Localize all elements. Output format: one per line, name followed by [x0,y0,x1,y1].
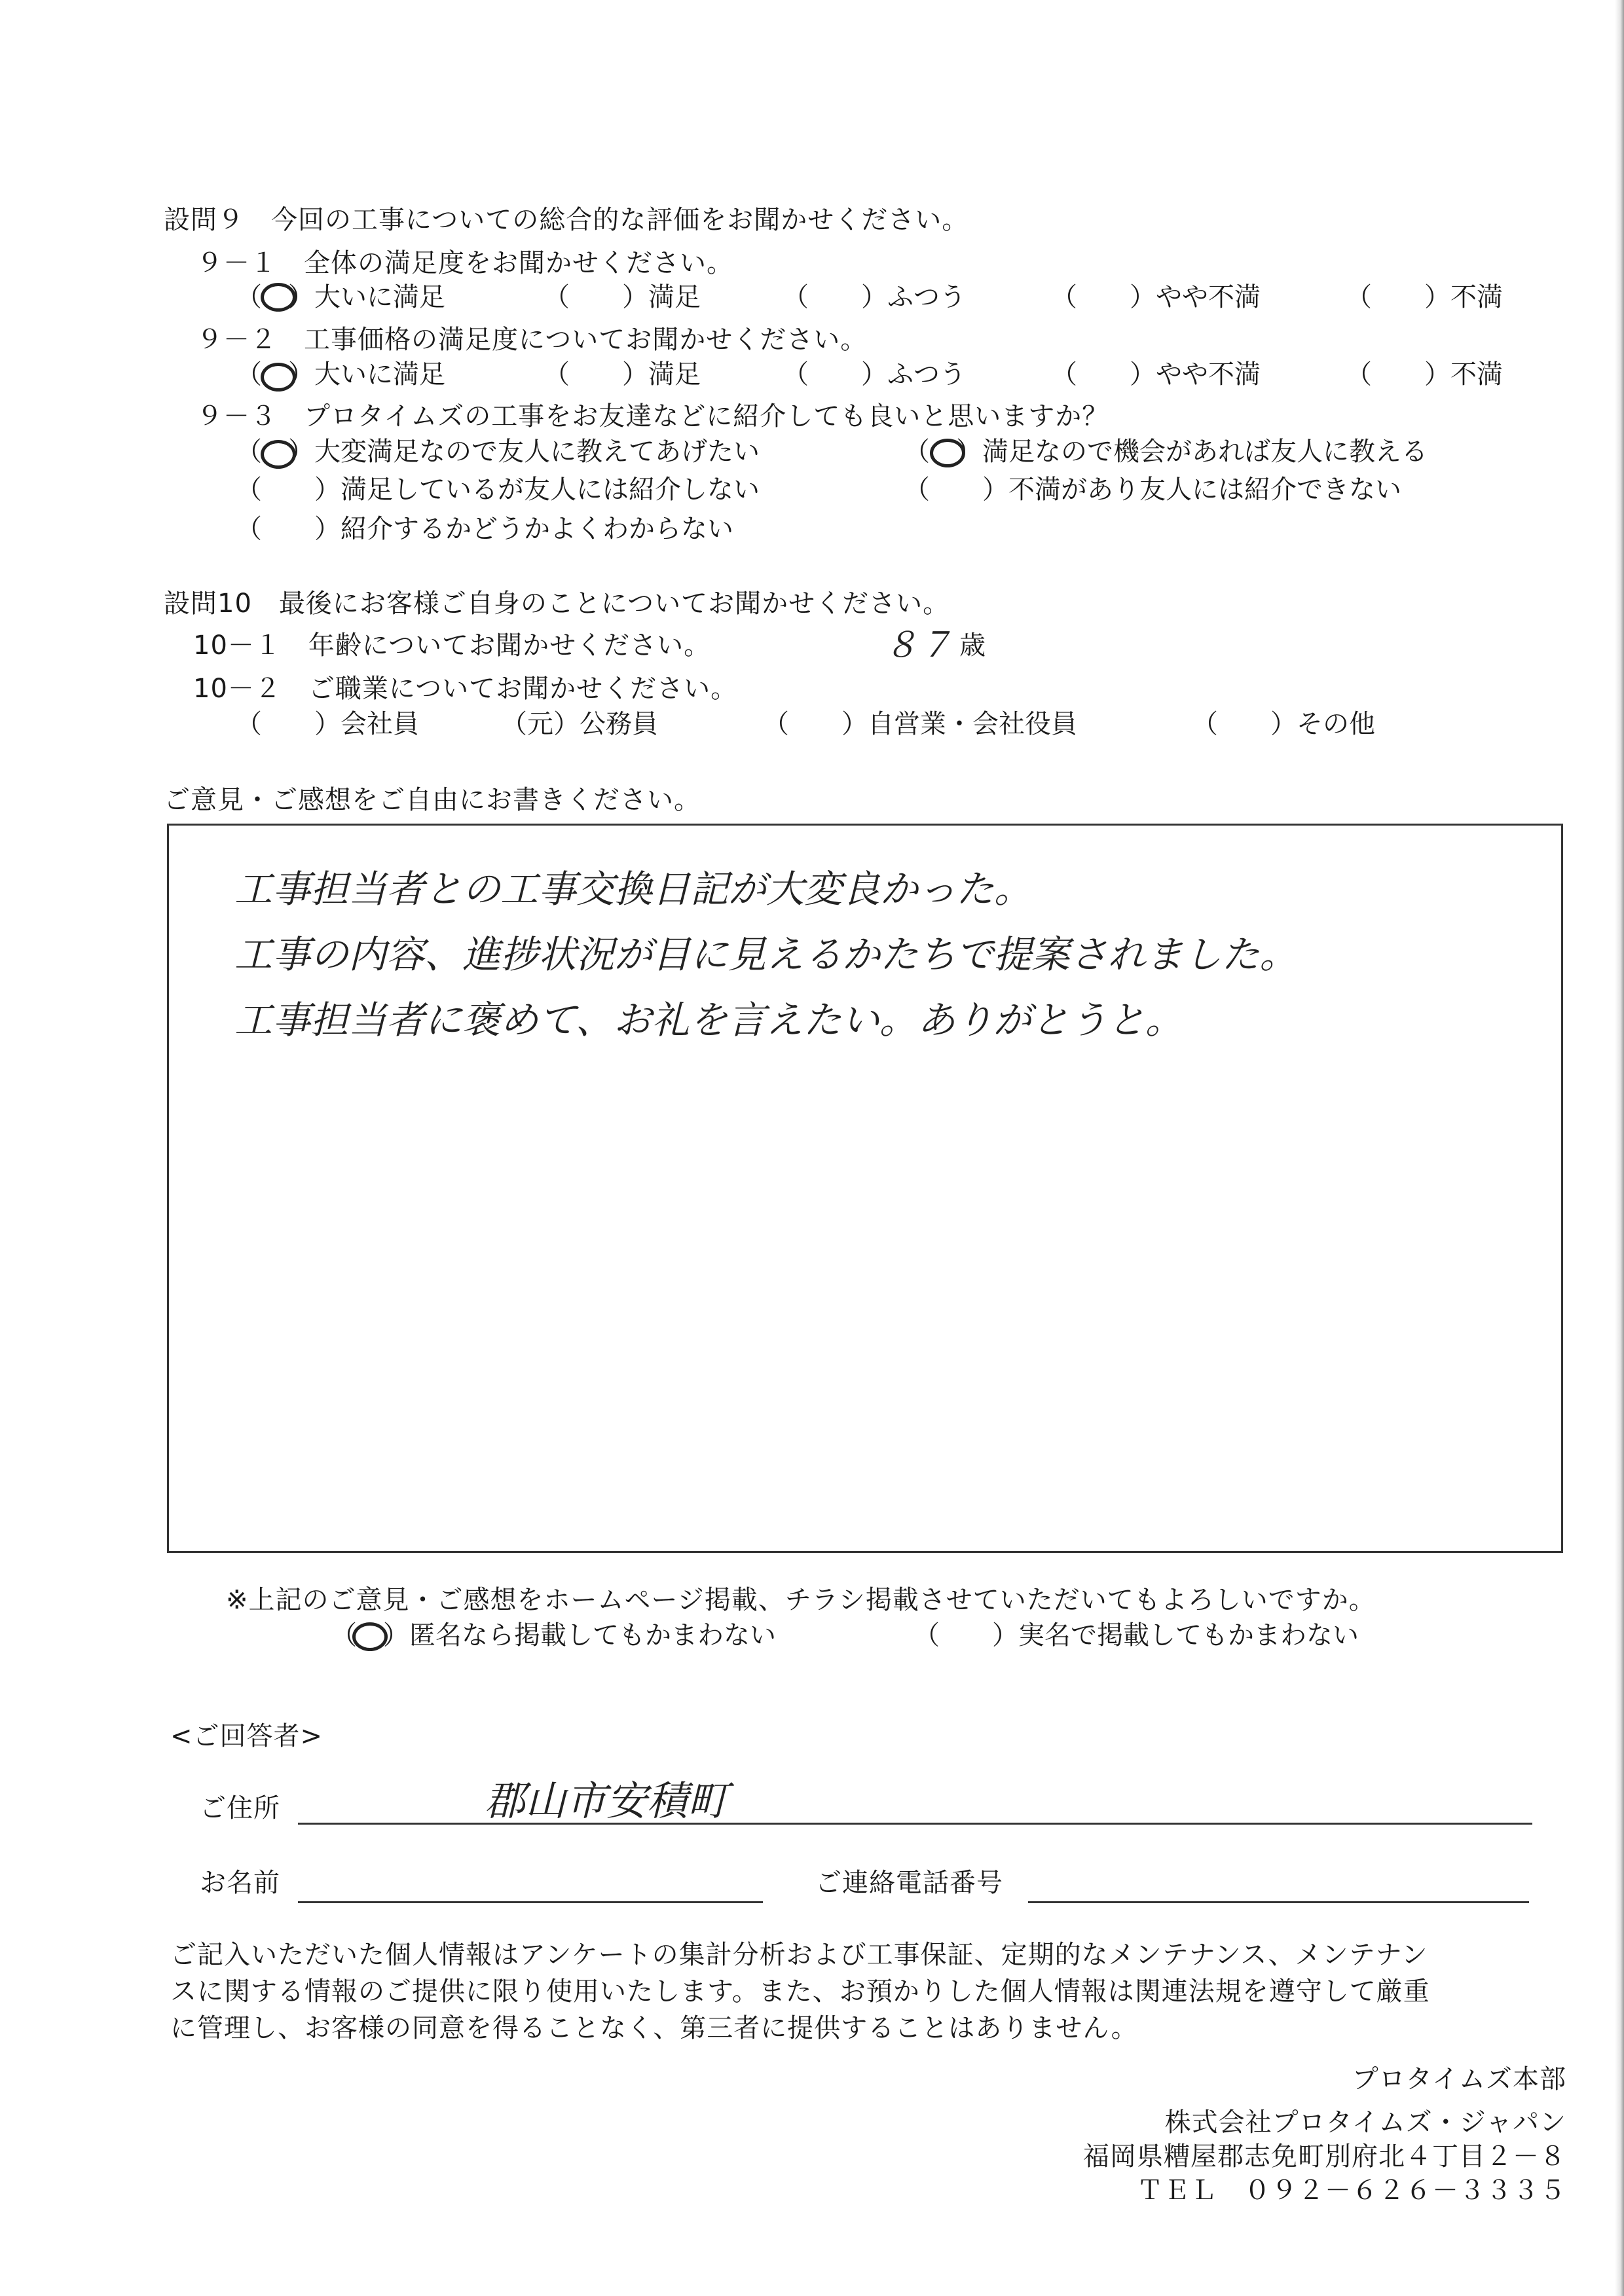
q10-2-option-self-employed[interactable]: （ ）自営業・会社役員 [763,709,1077,739]
footer-company: 株式会社プロタイムズ・ジャパン [1164,2107,1566,2138]
privacy-line-3: に管理し、お客様の同意を得ることなく、第三者に提供することはありません。 [170,2013,1138,2043]
q9-2-option-very-satisfied[interactable]: （ ）大いに満足 [236,359,445,390]
comment-line-2: 工事の内容、進捗状況が目に見えるかたちで提案されました。 [234,932,1298,977]
question-9-1-label: ９－１ 全体の満足度をお聞かせください。 [196,248,733,278]
publish-option-real-name[interactable]: （ ）実名で掲載してもかまわない [913,1620,1359,1650]
q9-1-option-somewhat-dissatisfied[interactable]: （ ）やや不満 [1051,282,1261,312]
footer-department: プロタイムズ本部 [1352,2064,1566,2094]
q9-2-option-satisfied[interactable]: （ ）満足 [544,359,701,390]
address-handwritten: 郡山市安積町 [485,1777,729,1825]
q9-1-option-neutral[interactable]: （ ）ふつう [783,282,966,312]
question-9-3-label: ９－３ プロタイムズの工事をお友達などに紹介しても良いと思いますか？ [196,401,1109,431]
q9-1-option-very-satisfied[interactable]: （ ）大いに満足 [236,282,445,312]
q9-1-option-satisfied[interactable]: （ ）満足 [544,282,701,312]
question-10-1-label: 10－１ 年齢についてお聞かせください。 [193,630,711,661]
publish-option-anonymous[interactable]: （ ）匿名なら掲載してもかまわない [331,1620,776,1650]
phone-label: ご連絡電話番号 [815,1868,1003,1898]
q9-2-option-somewhat-dissatisfied[interactable]: （ ）やや不満 [1051,359,1261,390]
question-10-2-label: 10－２ ご職業についてお聞かせください。 [193,674,738,704]
q9-3-option-cannot-refer[interactable]: （ ）不満があり友人には紹介できない [904,475,1401,505]
q9-3-circle-mark-1 [261,440,296,469]
publish-circle-mark [352,1622,388,1651]
respondent-title: <ご回答者> [170,1721,323,1751]
name-field-line[interactable] [298,1901,763,1903]
q9-3-option-tell-friends[interactable]: （ ）大変満足なので友人に教えてあげたい [236,437,760,467]
scan-edge-shadow [1615,0,1624,2296]
comment-line-1: 工事担当者との工事交換日記が大変良かった。 [234,867,1033,911]
comment-line-3: 工事担当者に褒めて、お礼を言えたい。ありがとうと。 [234,998,1183,1042]
privacy-line-2: スに関する情報のご提供に限り使用いたします。また、お預かりした個人情報は関連法規を遵守して厳重 [170,1977,1430,2007]
address-field-line[interactable] [298,1823,1532,1825]
q9-1-circle-mark [261,283,296,312]
age-unit: 歳 [959,630,986,661]
q9-1-option-dissatisfied[interactable]: （ ）不満 [1346,282,1503,312]
q10-2-option-public-servant[interactable]: （元）公務員 [501,709,658,739]
footer-tel: ＴＥＬ ０９２－６２６－３３３５ [1137,2176,1566,2206]
q10-2-option-other[interactable]: （ ）その他 [1192,709,1375,739]
q9-2-option-dissatisfied[interactable]: （ ）不満 [1346,359,1503,390]
address-label: ご住所 [200,1793,280,1823]
q10-2-option-employee[interactable]: （ ）会社員 [236,709,419,739]
name-label: お名前 [200,1868,280,1898]
q9-3-circle-mark-2 [930,439,965,467]
age-handwritten: ８７ [884,626,953,665]
phone-field-line[interactable] [1028,1901,1529,1903]
comments-label: ご意見・ご感想をご自由にお書きください。 [164,785,701,815]
q9-3-option-no-refer[interactable]: （ ）満足しているが友人には紹介しない [236,475,760,505]
question-10-title: 設問10 最後にお客様ご自身のことについてお聞かせください。 [164,589,950,619]
footer-address: 福岡県糟屋郡志免町別府北４丁目２－８ [1083,2141,1566,2172]
comments-box[interactable] [167,824,1563,1553]
q9-2-option-neutral[interactable]: （ ）ふつう [783,359,966,390]
publish-question: ※上記のご意見・ご感想をホームページ掲載、チラシ掲載させていただいてもよろしいですか。 [226,1585,1376,1615]
question-9-title: 設問９ 今回の工事についての総合的な評価をお聞かせください。 [164,205,969,235]
q9-3-option-unsure[interactable]: （ ）紹介するかどうかよくわからない [236,514,733,544]
privacy-line-1: ご記入いただいた個人情報はアンケートの集計分析および工事保証、定期的なメンテナンス、メンテナン [170,1940,1428,1970]
question-9-2-label: ９－２ 工事価格の満足度についてお聞かせください。 [196,325,868,355]
q9-3-option-tell-if-chance[interactable]: （ ）満足なので機会があれば友人に教える [904,437,1428,467]
q9-2-circle-mark [261,363,296,392]
